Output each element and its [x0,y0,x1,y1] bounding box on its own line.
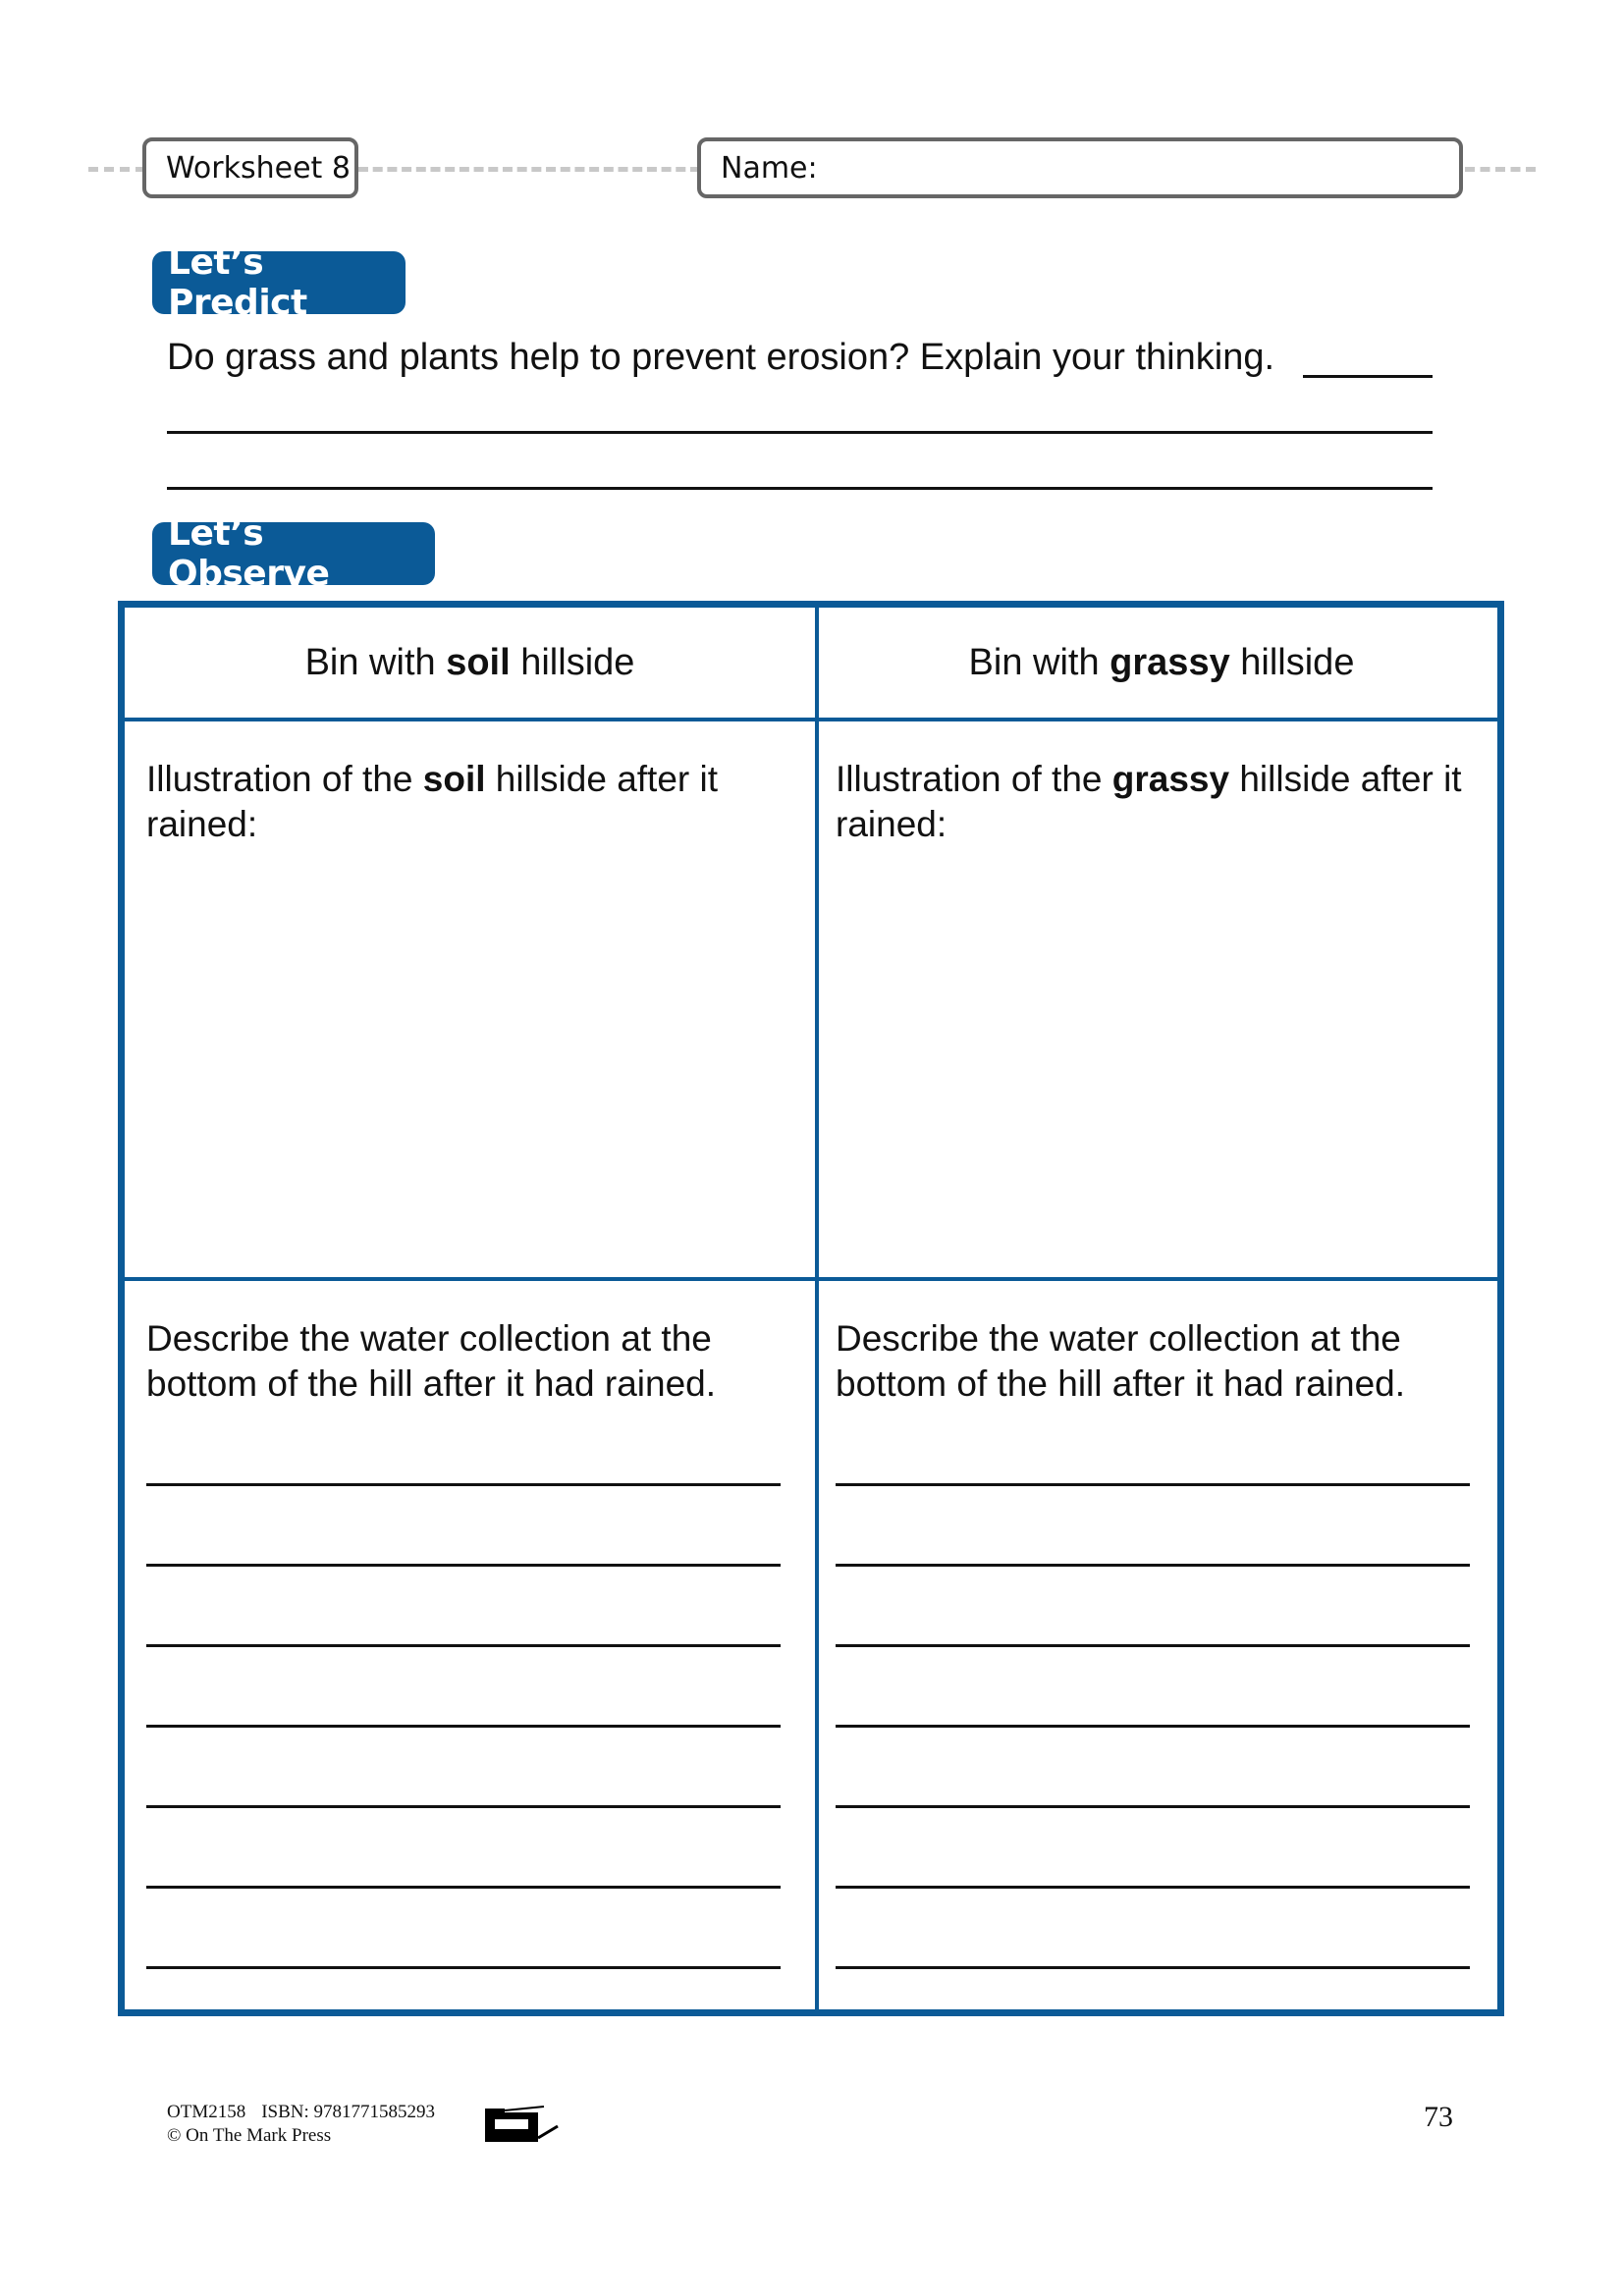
soil-answer-line[interactable] [146,1483,781,1486]
copyright: © On The Mark Press [167,2125,332,2146]
header-bold-text: soil [446,641,511,683]
prompt-text: Illustration of the [146,759,423,799]
grassy-answer-line[interactable] [836,1483,1470,1486]
name-field[interactable] [697,137,1463,198]
footer-publisher-info [167,2101,435,2148]
worksheet-number-box [142,137,358,198]
page-number: 73 [1424,2101,1453,2133]
soil-answer-line[interactable] [146,1886,781,1889]
prompt-bold-text: soil [422,759,486,799]
worksheet-label: Worksheet 8 [166,150,351,186]
column-header-soil [125,608,815,718]
header-bold-text: grassy [1110,641,1230,683]
header-dash-middle [358,167,700,172]
soil-answer-line[interactable] [146,1564,781,1567]
prompt-text: Illustration of the [836,759,1112,799]
prompt-text: hillside after it rained: [836,759,1462,844]
predict-answer-line-2[interactable] [167,431,1433,434]
soil-answer-line[interactable] [146,1805,781,1808]
photocopier-icon [483,2105,562,2144]
section-label-predict [152,242,406,323]
prompt-text: hillside after it rained: [146,759,719,844]
predict-answer-line-3[interactable] [167,487,1433,490]
predict-answer-line-1[interactable] [1303,375,1433,378]
illustration-row-divider [125,1277,1497,1281]
describe-prompt-grassy: Describe the water collection at the bottom of the hill after it had rained. [836,1318,1406,1404]
observe-label-text: Let’s Observe [168,513,330,594]
observation-table [118,601,1504,2016]
section-label-observe [152,513,435,594]
soil-answer-line[interactable] [146,1644,781,1647]
header-text: hillside [1229,641,1355,683]
header-text: Bin with [968,641,1110,683]
soil-answer-line[interactable] [146,1725,781,1728]
predict-question: Do grass and plants help to prevent erosion? Explain your thinking. [167,337,1275,378]
name-label: Name: [721,150,818,186]
describe-prompt-soil: Describe the water collection at the bottom of the hill after it had rained. [146,1318,717,1404]
grassy-answer-line[interactable] [836,1644,1470,1647]
column-header-grassy [819,608,1504,718]
illustration-area-soil[interactable] [146,757,804,1267]
grassy-answer-line[interactable] [836,1886,1470,1889]
header-dash-left [88,167,145,172]
header-text: hillside [510,641,635,683]
grassy-answer-line[interactable] [836,1725,1470,1728]
header-text: Bin with [304,641,447,683]
grassy-answer-line[interactable] [836,1966,1470,1969]
grassy-answer-line[interactable] [836,1564,1470,1567]
header-row-divider [125,718,1497,721]
header-dash-right [1465,167,1536,172]
illustration-area-grassy[interactable] [836,757,1503,1267]
product-code: OTM2158 [167,2102,246,2122]
column-divider [815,608,819,2009]
soil-answer-line[interactable] [146,1966,781,1969]
grassy-answer-line[interactable] [836,1805,1470,1808]
predict-label-text: Let’s Predict [168,242,307,323]
prompt-bold-text: grassy [1111,759,1230,799]
isbn: ISBN: 9781771585293 [261,2102,436,2122]
